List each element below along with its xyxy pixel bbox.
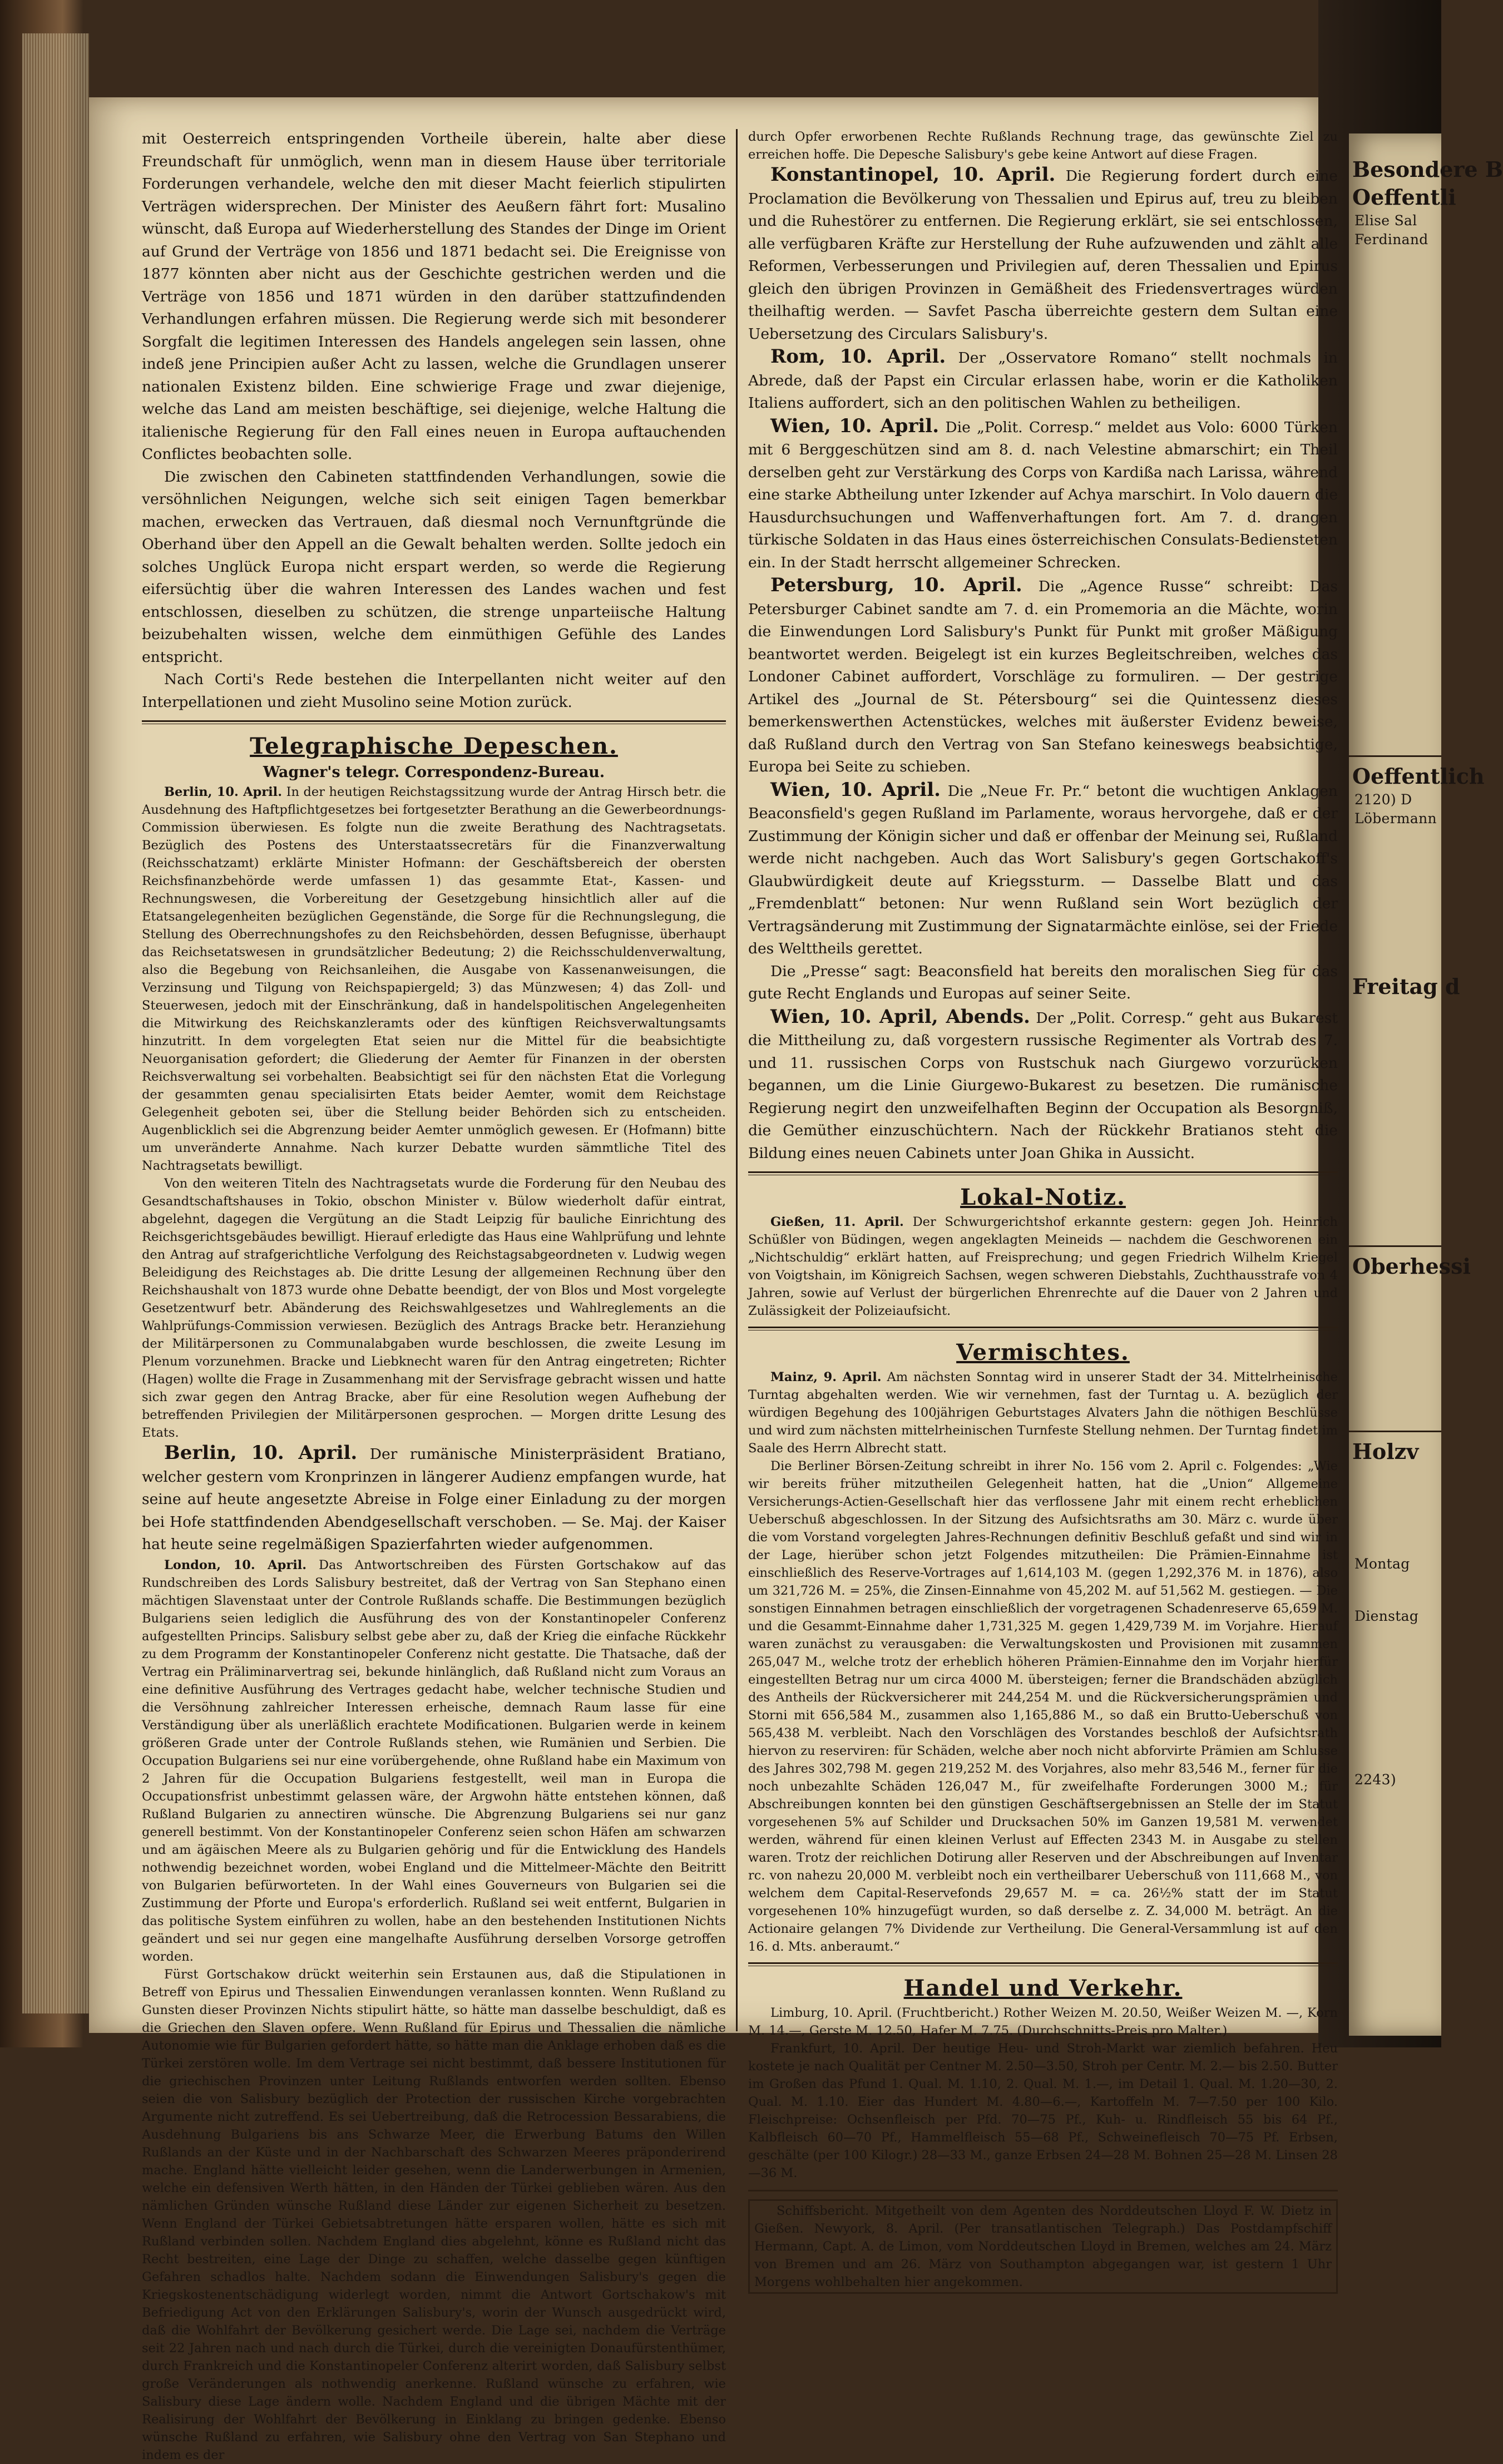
article-text: Die Regierung fordert durch eine Proclamation die Bevölkerung von Thessalien und Epirus auf, treu zu bleiben und die Ruhestörer zu entfernen. Die Regierung erklärt, sie sei entschlossen, alle verfügbaren Kräfte zur Herstellung der Ruhe aufzuwenden und zählt alle Reformen, Verbesserungen und Privilegien auf, deren Thessalien und Epirus gleich den übrigen Provinzen in Gemäßheit des Friedensvertrages würden theilhaftig werden. — Savfet Pascha überreichte gestern dem Sultan eine Uebersetzung des Circulars Salisbury's.: [748, 167, 1338, 343]
dateline: Wien, 10. April, Abends.: [770, 1005, 1030, 1028]
article-text: Frankfurt, 10. April. Der heutige Heu- und Stroh-Markt war ziemlich befahren. Heu kostete je nach Qualität per Centner M. 2.50—3.50, Stroh per Centr. M. 2.— bis 2.50. Butter im Großen das Pfund 1. Qual. M. 1.10, 2. Qual. M. 1.—, im Detail 1. Qual. M. 1.20—30, 2. Qual. M. 1.10. Eier das Hundert M. 4.80—6.—, Kartoffeln M. 7—7.50 per 100 Kilo. Fleischpreise: Ochsenfleisch per Pfd. 70—75 Pf., Kuh- u. Rindfleisch 55 bis 64 Pf., Kalbfleisch 60—70 Pf., Hammelfleisch 55—68 Pf., Schweinefleisch 70—75 Pf. Erbsen, geschälte (per 100 Kilogr.) 28—33 M., ganze Erbsen 24—28 M. Bohnen 25—28 M. Linsen 28—36 M.: [748, 2041, 1338, 2180]
np-line: Ferdinand: [1354, 231, 1428, 248]
dateline: Berlin, 10. April.: [164, 1442, 358, 1464]
right-column: [748, 128, 1338, 2294]
article-text: Der „Polit. Corresp.“ geht aus Bukarest die Mittheilung zu, daß vorgestern russische Regimenter als Vortrab des 7. und 11. russischen Corps von Rustschuk nach Giurgewo vorzurücken begannen, um die Linie Giurgewo-Bukarest zu besetzen. Die rumänische Regierung negirt den unzweifelhaften Beginn der Occupation als Besorgniß, die Gemüther einzuschüchtern. Nach der Rückkehr Bratianos steht die Bildung eines neuen Cabinets unter Joan Ghika in Aussicht.: [748, 1009, 1338, 1162]
schiffsbericht: Schiffsbericht. Mitgetheilt von dem Agenten des Norddeutschen Lloyd F. W. Dietz in Gießen. Newyork, 8. April. (Per transatlantischen Telegraph.) Das Postdampfschiff Hermann, Capt. A. de Limon, vom Norddeutschen Lloyd in Bremen, welches am 24. März von Bremen und am 26. März von Southampton abgegangen war, ist gestern 1 Uhr Morgens wohlbehalten hier angekommen.: [748, 2199, 1338, 2294]
dateline: Petersburg, 10. April.: [770, 574, 1022, 596]
article-text: Der Schwurgerichtshof erkannte gestern: gegen Joh. Heinrich Schüßler von Büdingen, wegen angeklagten Meineids — nachdem die Geschworenen ein „Nichtschuldig“ erklärt hatten, auf Freisprechung; und gegen Friedrich Wilhelm Kriegel von Voigtshain, im Königreich Sachsen, wegen schweren Diebstahls, Zuchthausstrafe von 4 Jahren, sowie auf Verlust der bürgerlichen Ehrenrechte auf die Dauer von 2 Jahren und Zulässigkeit der Polizeiaufsicht.: [748, 1215, 1338, 1318]
article-text: Von den weiteren Titeln des Nachtragsetats wurde die Forderung für den Neubau des Gesandtschaftshauses in Tokio, obschon Minister v. Bülow wiederholt dafür eintrat, abgelehnt, dagegen die Vergütung an die Stadt Leipzig für bauliche Einrichtung des Reichsgerichtsgebäudes bewilligt. Hierauf erledigte das Haus eine Wahlprüfung und lehnte den Antrag auf strafgerichtliche Verfolgung des Reichstagsabgeordneten v. Ludwig wegen Beleidigung des Reichstages ab. Die dritte Lesung der allgemeinen Rechnung über den Reichshaushalt von 1873 wurde ohne Debatte beendigt, der von Blos und Most vorgelegte Gesetzentwurf betr. Abänderung des Reichswahlgesetzes und Wahlreglements an die Wahlprüfungs-Commission verwiesen. Bezüglich des Antrags Bracke betr. Heranziehung der Militärpersonen zu Communalabgaben wurde beschlossen, die zweite Lesung im Plenum vorzunehmen. Bracke und Liebknecht waren für den Antrag eingetreten; Richter (Hagen) wollte die Frage in Zusammenhang mit der Servisfrage gebracht wissen und hatte sich zwar gegen den Antrag Bracke, aber für eine Resolution wegen Aufhebung der betreffenden Privilegien der Militärpersonen gesprochen. — Morgen dritte Lesung des Etats.: [142, 1176, 726, 1440]
np-heading: Oberhessi: [1352, 1254, 1471, 1279]
section-rule: [748, 1171, 1338, 1175]
paragraph: mit Oesterreich entspringenden Vortheile überein, halte aber diese Freundschaft für unmöglich, wenn man in diesem Hause über territoriale Forderungen verhandele, welche den mit dieser Macht feierlich stipulirten Verträgen widersprechen. Der Minister des Aeußern fährt fort: Musalino wünscht, daß Europa auf Wiederherstellung des Standes der Dinge im Orient auf Grund der Verträge von 1856 und 1871 bedacht sei. Die Ereignisse von 1877 könnten aber nicht aus der Geschichte gestrichen werden und die Verträge von 1856 und 1871 würden in den darüber stattzufindenden Verhandlungen erfahren müssen. Die Regierung werde sich mit besonderer Sorgfalt die legitimen Interessen des Handels angelegen sein lassen, ohne indeß jene Principien außer Acht zu lassen, welche die Grundlagen unserer nationalen Existenz bilden. Eine schwierige Frage und zwar diejenige, welche das Land am meisten beschäftige, sei diejenige, welche Haltung die italienische Regierung für den Fall eines neuen in Europa auftauchenden Conflictes beobachten solle.: [142, 130, 726, 463]
np-line: Elise Sal: [1354, 212, 1417, 229]
article-text: Fürst Gortschakow drückt weiterhin sein Erstaunen aus, daß die Stipulationen in Betreff von Epirus und Thessalien Einwendungen veranlassen konnten. Wenn Rußland zu Gunsten dieser Provinzen Nichts stipulirt hätte, so hätte man dasselbe beschuldigt, daß es die Griechen den Slaven opfere. Wenn Rußland für Epirus und Thessalien die nämliche Autonomie wie für Bulgarien gefordert hätte, so hätte man die Anklage erhoben daß es die Türkei zerstören wolle. Im dem Vertrage sei nicht bestimmt, daß bessere Institutionen für die griechischen Provinzen unter Leitung Rußlands entworfen werden sollten. Ebenso seien die von Salisbury bezüglich der Protection der russischen Kirche vorgebrachten Argumente nicht zutreffend. Es sei Uebertreibung, daß die Retrocession Bessarabiens, die Ausdehnung Bulgariens bis ans Schwarze Meer, die Erwerbung Batums den Willen Rußlands an der Küste und in der Nachbarschaft des Schwarzen Meeres präponderirend mache. England hätte vielleicht leider gesehen, wenn die Landerwerbungen in Armenien, welche ein defensiven Werth hätten, in den Händen der Türkei geblieben wären. Aus den nämlichen Gründen wünsche Rußland diese Länder zur eigenen Sicherheit zu besetzen. Wenn England der Türkei Gebietsabtretungen hätte ersparen wollen, hätte es sich mit Rußland verbinden sollen. Nachdem England dies abgelehnt, könne es Rußland nicht das Recht bestreiten, eine Lage der Dinge zu schaffen, welche dasselbe gegen künftigen Gefahren schadlos halte. Nachdem sodann die Einwendungen Salisbury's gegen die Kriegskostenentschädigung widerlegt worden, nimmt die Antwort Gortschakow's mit Befriedigung Act von den Erklärungen Salisbury's, worin der Wunsch ausgedrückt wird, daß die Wohlfahrt der Bevölkerung gesichert werde. Die Lage sei, nachdem die Verträge seit 22 Jahren nach und nach durch die Türkei, durch die vereinigten Donaufürstenthümer, durch Frankreich und die Konstantinopeler Conferenz alterirt worden, daß Salisbury selbst große Veränderungen als nothwendig anerkenne. Rußland wünsche zu erfahren, wie Salisbury diese Lage ändern wolle. Nachdem England und die übrigen Mächte mit der Realisirung der Wohlfahrt der Bevölkerung in Einklang zu bringen gedenke. Ebenso wünsche Rußland zu erfahren, wie Salisbury ohne den Vertrag von San Stephano und indem es der: [142, 1967, 726, 2462]
np-heading: Oeffentlich: [1352, 764, 1485, 789]
dateline: Wien, 10. April.: [770, 778, 941, 801]
np-line: Löbermann: [1354, 810, 1437, 827]
dateline: Konstantinopel, 10. April.: [770, 164, 1056, 186]
article-text: In der heutigen Reichstagssitzung wurde der Antrag Hirsch betr. die Ausdehnung des Haftpflichtgesetzes bei fortgesetzter Berathung an die Gewerbeordnungs-Commission überwiesen. Es folgte nun die zweite Berathung des Nachtragsetats. Bezüglich des Postens des Unterstaatssecretärs für die Finanzverwaltung (Reichsschatzamt) erklärte Minister Hofmann: der Geschäftsbereich der obersten Reichsfinanzbehörde werde umfassen 1) das gesammte Etat-, Kassen- und Rechnungswesen, die Vorbereitung der Gesetzgebung hinsichtlich aller auf die Etatsangelegenheiten bezüglichen Gegenstände, die Sorge für die Rechnungslegung, die Stellung des Oberrechnungshofes zu den Reichsbehörden, dessen Befugnisse, überhaupt das Reichsetatswesen in grundsätzlicher Bedeutung; 2) die Reichsschuldenverwaltung, also die Begebung von Reichsanleihen, die Ausgabe von Kassenanweisungen, die Verzinsung und Tilgung von Reichspapiergeld; 3) das Münzwesen; 4) das Zoll- und Steuerwesen, jedoch mit der Einschränkung, daß in handelspolitischen Angelegenheiten die Mitwirkung des Reichskanzleramts oder des künftigen Reichsverwaltungsamts hinzutritt. In dem vorgelegten Etat seien nur die Mittel für die beabsichtigte Neuorganisation gefordert; die Gliederung der Aemter für Finanzen in der obersten Reichsverwaltung sei vorbehalten. Beabsichtigt sei für den nächsten Etat die Vorlegung der gesammten genau specialisirten Etats beider Aemter, womit dem Reichstage Gelegenheit geboten sei, über die Stellung beider Behörden sich zu entscheiden. Augenblicklich sei die Abgrenzung beider Aemter unmöglich gewesen. Er (Hofmann) bitte um unveränderte Annahme. Nach kurzer Debatte wurden sämmtliche Titel des Nachtragsetats bewilligt.: [142, 785, 726, 1173]
paragraph: Die zwischen den Cabineten stattfindenden Verhandlungen, sowie die versöhnlichen Neigungen, welche sich seit einigen Tagen bemerkbar machen, erwecken das Vertrauen, daß diesmal noch Vernunftgründe die Oberhand über den Appell an die Gewalt behalten werden. Sollte jedoch ein solches Unglück Europa nicht erspart werden, so werde die Regierung eifersüchtig über die wahren Interessen des Landes wachen und fest entschlossen, dieselben zu schützen, die strenge unparteiische Haltung beizubehalten wissen, welche dem einmüthigen Gefühle des Landes entspricht.: [142, 468, 726, 666]
np-heading: Besondere B: [1352, 157, 1503, 182]
np-heading: Holzv: [1352, 1439, 1419, 1464]
dateline: Rom, 10. April.: [770, 345, 946, 368]
dateline: London, 10. April.: [164, 1557, 307, 1572]
dateline: Mainz, 9. April.: [770, 1370, 882, 1384]
dateline: Gießen, 11. April.: [770, 1215, 904, 1229]
article-text: Limburg, 10. April. (Fruchtbericht.) Rother Weizen M. 20.50, Weißer Weizen M. —, Korn M. 14.—, Gerste M. 12.50, Hafer M. 7.75. (Durchschnitts-Preis pro Malter.): [748, 2006, 1338, 2038]
handel-heading: Handel und Verkehr.: [903, 1975, 1183, 2001]
column-rule: [736, 129, 738, 2031]
article-text: Die „Neue Fr. Pr.“ betont die wuchtigen Anklagen Beaconsfield's gegen Rußland im Parlamente, woraus hervorgehe, daß er der Zustimmung der Königin sicher und daß er offenbar der Meinung sei, Rußland werde nicht nachgeben. Auch das Wort Salisbury's gegen Gortschakoff's Glaubwürdigkeit deute auf Kriegssturm. — Dasselbe Blatt und das „Fremdenblatt“ betonen: Nur wenn Rußland sein Wort bezüglich der Vertragsänderung mit Zustimmung der Signatarmächte einlöse, sei der Friede des Welttheils gerettet.: [748, 782, 1338, 957]
left-column: [142, 128, 726, 2464]
np-line: 2243): [1354, 1772, 1396, 1788]
section-rule: [748, 2190, 1338, 2191]
next-page-fragment: [1349, 133, 1503, 2036]
telegraph-subheading: Wagner's telegr. Correspondenz-Bureau.: [263, 764, 605, 781]
vermischtes-heading: Vermischtes.: [956, 1339, 1130, 1365]
article-text: Der „Osservatore Romano“ stellt nochmals in Abrede, daß der Papst ein Circular erlassen habe, worin er die Katholiken Italiens auffordert, sich an den politischen Wahlen zu betheiligen.: [748, 349, 1338, 412]
article-text: Die „Agence Russe“ schreibt: Das Petersburger Cabinet sandte am 7. d. ein Promemoria an die Mächte, worin die Einwendungen Lord Salisbury's Punkt für Punkt mit großer Mäßigung beantwortet werden. Beigelegt ist ein kurzes Begleitschreiben, welches das Londoner Cabinet auffordert, Vorschläge zu formuliren. — Der gestrige Artikel des „Journal de St. Pétersbourg“ sei die Quintessenz dieses bemerkenswerthen Actenstückes, welches mit äußerster Evidenz beweise, daß Rußland durch den Vertrag von San Stefano keineswegs beabsichtige, Europa bei Seite zu schieben.: [748, 578, 1338, 775]
section-rule: [748, 1962, 1338, 1966]
article-text: Die Berliner Börsen-Zeitung schreibt in ihrer No. 156 vom 2. April c. Folgendes: „Wie wir bereits früher mitzutheilen Gelegenheit hatten, hat die „Union“ Allgemeine Versicherungs-Actien-Gesellschaft hier das verflossene Jahr mit einem recht erheblichen Ueberschuß abgeschlossen. In der Sitzung des Aufsichtsraths am 30. März c. wurde über die vom Vorstand vorgelegten Jahres-Rechnungen definitiv Beschluß gefaßt und sind wir in der Lage, hierüber schon jetzt Folgendes mitzutheilen: Die Prämien-Einnahme ist einschließlich des Reserve-Vortrages auf 1,614,103 M. (gegen 1,292,376 M. in 1876), also um 321,726 M. = 25%, die Zinsen-Einnahme von 45,202 M. auf 51,562 M. gestiegen. — Die sonstigen Einnahmen betragen einschließlich der vorgetragenen Schadenreserve 65,659 M. und die Gesammt-Einnahme daher 1,731,325 M. gegen 1,429,739 M. im Vorjahre. Hierauf waren zunächst zu verausgaben: die Verwaltungskosten und Provisionen mit zusammen 265,047 M., welche trotz der erheblich höheren Prämien-Einnahme den im Vorjahr hierfür eingestellten Betrag nur um circa 4000 M. übersteigen; ferner die Brandschäden abzüglich des Antheils der Rückversicherer mit 244,254 M. und die Rückversicherungsprämien und Storni mit 656,584 M., zusammen also 1,165,886 M., so daß ein Brutto-Ueberschuß von 565,438 M. verbleibt. Nach den Vorschlägen des Vorstandes beschloß der Aufsichtsrath hiervon zu reserviren: für Schäden, welche aber noch nicht abforvirte Prämien am Schlusse des Jahres 302,798 M. gegen 219,252 M. des Vorjahres, also mehr 83,546 M., ferner für die noch unbezahlte Schäden 126,047 M., für zweifelhafte Forderungen 3000 M.; für Abschreibungen konnten bei den günstigen Geschäftsergebnissen an Stelle der im Statut vorgesehenen 5% auf Schilder und Drucksachen 50% im Ganzen 19,581 M. verwendet werden, während für einen kleinen Verlust auf Effecten 2343 M. in Ausgabe zu stellen waren. Trotz der reichlichen Dotirung aller Reserven und der Abschreibungen auf Inventar rc. von nahezu 20,000 M. verbleibt noch ein vertheilbarer Ueberschuß von 111,668 M., von welchem dem Capital-Reservefonds 29,657 M. = ca. 26½% statt der im Statut vorgesehenen 10% hinzugefügt wurden, so daß derselbe z. Z. 34,000 M. beträgt. An die Actionaire gelangen 7% Dividende zur Vertheilung. Die General-Versammlung ist auf den 16. d. Mts. anberaumt.“: [748, 1459, 1338, 1954]
lokal-heading: Lokal-Notiz.: [960, 1184, 1126, 1210]
page-edges: [22, 33, 89, 2013]
np-line: Montag: [1354, 1556, 1410, 1572]
telegraph-heading: Telegraphische Depeschen.: [250, 733, 618, 759]
article-text: Das Antwortschreiben des Fürsten Gortschakow auf das Rundschreiben des Lords Salisbury bestreitet, daß der Vertrag von San Stephano einen mächtigen Slavenstaat unter der Controle Rußlands schaffe. Die Bestimmungen bezüglich Bulgariens seien lediglich die Ausführung des von der Konstantinopeler Conferenz aufgestellten Princips. Salisbury selbst gebe aber zu, daß der Krieg die einfache Rückkehr zu dem Programm der Konstantinopeler Conferenz nicht gestatte. Die Thatsache, daß der Vertrag ein Präliminarvertrag sei, bekunde hinlänglich, daß Rußland nicht zum Voraus an eine definitive Ausführung des Vertrages gedacht habe, welcher technische Studien und die Versöhnung zahlreicher Interessen erheische, demnach Raum lasse für eine Verständigung über als unerläßlich erachtete Modificationen. Bulgarien werde in keinem größeren Grade unter der Controle Rußlands stehen, wie Rumänien und Serbien. Die Occupation Bulgariens sei nur eine vorübergehende, ohne Rußland habe ein Maximum von 2 Jahren für die Occupation Bulgariens festgestellt, weil man in Europa die Occupationsfrist unbestimmt gelassen wäre, der Argwohn hätte entstehen können, daß Rußland Bulgarien zu annectiren wünsche. Die Abgrenzung Bulgariens sei nur ganz generell bestimmt. Von der Konstantinopeler Conferenz seien schon Häfen am schwarzen und am ägäischen Meere als zu Bulgarien gehörig und für die Entwicklung des Handels nothwendig bezeichnet worden, wobei England und die Mittelmeer-Mächte den Beitritt von Bulgarien befürworteten. In der Wahl eines Gouverneurs von Bulgarien sei die Zustimmung der Pforte und Europa's erforderlich. Rußland sei weit entfernt, Bulgarien in das politische System einführen zu wollen, habe an den bestehenden Institutionen Nichts geändert und sei nur gegen eine mangelhafte Ausführung derselben Vorsorge getroffen worden.: [142, 1557, 726, 1964]
paragraph: Nach Corti's Rede bestehen die Interpellanten nicht weiter auf den Interpellationen und zieht Musolino seine Motion zurück.: [142, 671, 726, 711]
article-text: Die „Polit. Corresp.“ meldet aus Volo: 6000 Türken mit 6 Berggeschützen sind am 8. d. nach Velestine abmarschirt; ein Theil derselben geht zur Verstärkung des Corps von Kardißa nach Larissa, während eine starke Abtheilung unter Izkender auf Achya marschirt. In Volo dauern die Hausdurchsuchungen und Waffenverhaftungen fort. Am 7. d. drangen türkische Soldaten in das Haus eines österreichischen Consulats-Bediensteten ein. In der Stadt herrscht allgemeiner Schrecken.: [748, 418, 1338, 571]
section-rule: [142, 720, 726, 724]
dateline: Berlin, 10. April.: [164, 785, 283, 799]
np-heading: Freitag d: [1352, 974, 1460, 999]
np-line: Dienstag: [1354, 1608, 1419, 1624]
paragraph: durch Opfer erworbenen Rechte Rußlands Rechnung trage, das gewünschte Ziel zu erreichen hoffe. Die Depesche Salisbury's gebe keine Antwort auf diese Fragen.: [748, 130, 1338, 162]
article-text: Der rumänische Ministerpräsident Bratiano, welcher gestern vom Kronprinzen in längerer Audienz empfangen wurde, hat seine auf heute angesetzte Abreise in Folge einer Einladung zu der morgen bei Hofe stattfindenden Abendgesellschaft verschoben. — Se. Maj. der Kaiser hat heute seine regelmäßigen Spazierfahrten wieder aufgenommen.: [142, 1446, 726, 1553]
section-rule: [748, 1327, 1338, 1330]
np-heading: Oeffentli: [1352, 185, 1456, 210]
article-text: Am nächsten Sonntag wird in unserer Stadt der 34. Mittelrheinische Turntag abgehalten werden. Wie wir vernehmen, fast der Turntag u. A. bezüglich der würdigen Begehung des 100jährigen Geburtstages Alvaters Jahn die nöthigen Beschlüsse und wird zum nächsten mittelrheinischen Turnfeste Stellung nehmen. Der Turntag findet im Saale des Herrn Albrecht statt.: [748, 1370, 1338, 1456]
article-text: Die „Presse“ sagt: Beaconsfield hat bereits den moralischen Sieg für das gute Recht Englands und Europas auf seiner Seite.: [748, 962, 1338, 1002]
dateline: Wien, 10. April.: [770, 414, 940, 437]
np-line: 2120) D: [1354, 791, 1412, 808]
